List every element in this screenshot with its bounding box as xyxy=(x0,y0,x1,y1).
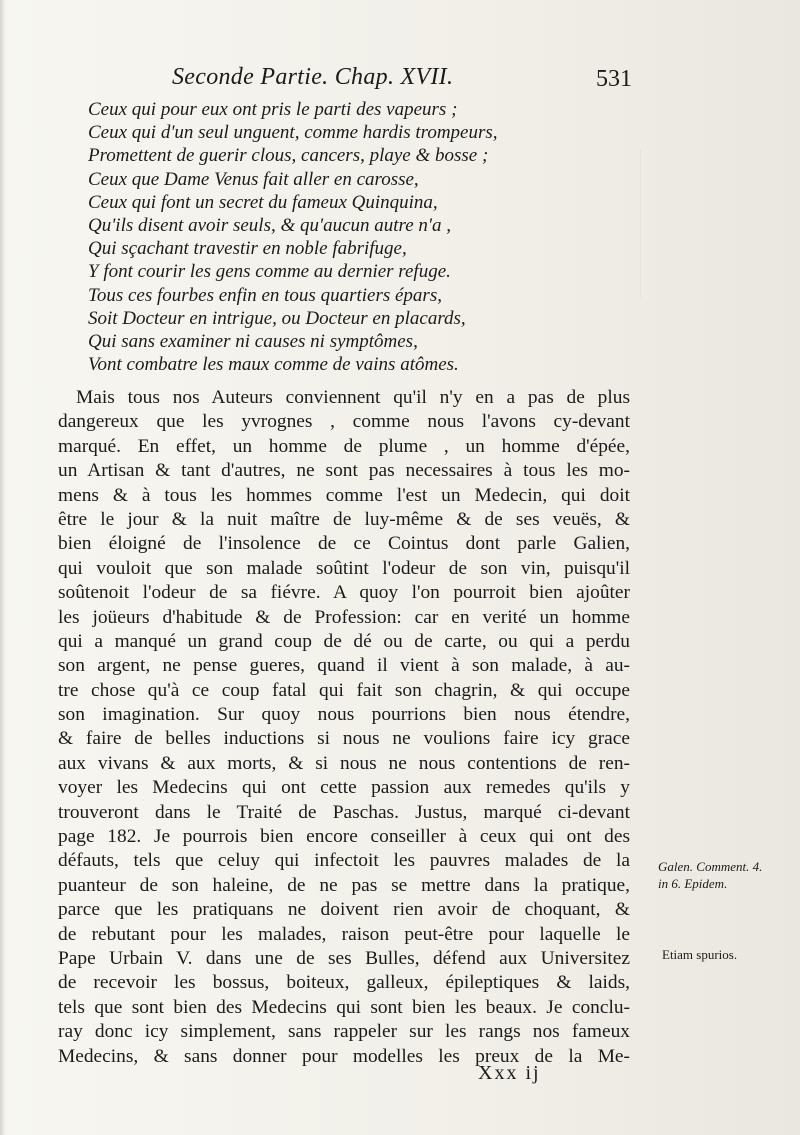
prose-line: tels que sont bien des Medecins qui sont bien les beaux. Je conclu- xyxy=(58,996,630,1018)
prose-line: Pape Urbain V. dans une de ses Bulles, défend aux Universitez xyxy=(58,947,630,969)
prose-line: & faire de belles inductions si nous ne voulions faire icy grace xyxy=(58,728,630,750)
prose-line: mens & à tous les hommes comme l'est un Medecin, qui doit xyxy=(58,484,630,506)
prose-line: défauts, tels que celuy qui infectoit les pauvres malades de la xyxy=(58,850,630,872)
prose-line: être le jour & la nuit maître de luy-même & de ses veuës, & xyxy=(58,508,630,530)
prose-line: parce que les pratiquans ne doivent rien avoir de choquant, & xyxy=(58,899,630,921)
verse-line: Qu'ils disent avoir seuls, & qu'aucun autre n'a , xyxy=(88,214,451,236)
verse-line: Ceux qui pour eux ont pris le parti des vapeurs ; xyxy=(88,99,458,120)
prose-line: Medecins, & sans donner pour modelles les preux de la Me- xyxy=(58,1045,630,1067)
margin-note-line: in 6. Epidem. xyxy=(658,876,728,891)
verse-line: Y font courir les gens comme au dernier refuge. xyxy=(88,261,451,283)
page-number: 531 xyxy=(596,66,632,92)
prose-line: un Artisan & tant d'autres, ne sont pas necessaires à tous les mo- xyxy=(58,460,630,482)
prose-line: les joüeurs d'habitude & de Profession: car en verité un homme xyxy=(58,606,630,628)
prose-line: de recevoir les bossus, boiteux, galleux, épileptiques & laids, xyxy=(58,972,630,994)
prose-line: bien éloigné de l'insolence de ce Cointus dont parle Galien, xyxy=(58,533,630,555)
prose-line: qui a manqué un grand coup de dé ou de carte, ou qui a perdu xyxy=(58,630,630,652)
prose-line: son argent, ne pense gueres, quand il vient à son malade, à au- xyxy=(58,655,630,677)
verse-line: Vont combatre les maux comme de vains atômes. xyxy=(88,354,459,376)
prose-line: puanteur de son haleine, de ne pas se mettre dans la pratique, xyxy=(58,874,630,896)
prose-line: soûtenoit l'odeur de sa fiévre. A quoy l'on pourroit bien ajoûter xyxy=(58,582,630,604)
verse-line: Promettent de guerir clous, cancers, playe & bosse ; xyxy=(88,145,489,167)
prose-line: dangereux que les yvrognes , comme nous l'avons cy-devant xyxy=(58,411,630,433)
margin-note-galen xyxy=(658,858,762,892)
prose-line: aux vivans & aux morts, & si nous ne nous contentions de ren- xyxy=(58,752,630,774)
margin-note-line: Galen. Comment. 4. xyxy=(658,859,763,874)
signature-mark: Xxx ij xyxy=(478,1062,541,1084)
prose-line: tre chose qu'à ce coup fatal qui fait son chagrin, & qui occupe xyxy=(58,679,630,701)
prose-line: marqué. En effet, un homme de plume , un homme d'épée, xyxy=(58,435,630,457)
prose-line: trouveront dans le Traité de Paschas. Justus, marqué ci-devant xyxy=(58,801,630,823)
verse-line: Ceux qui font un secret du fameux Quinquina, xyxy=(88,191,438,213)
verse-line: Soit Docteur en intrigue, ou Docteur en placards, xyxy=(88,307,466,329)
page-spine-shadow xyxy=(0,0,6,1135)
verse-line: Qui sçachant travestir en noble fabrifuge, xyxy=(88,238,407,260)
prose-line: Mais tous nos Auteurs conviennent qu'il n'y en a pas de plus xyxy=(76,387,630,408)
prose-line: qui vouloit que son malade soûtint l'odeur de son vin, puisqu'il xyxy=(58,557,630,579)
prose-line: son imagination. Sur quoy nous pourrions bien nous étendre, xyxy=(58,704,630,726)
verse-line: Qui sans examiner ni causes ni symptômes, xyxy=(88,330,418,352)
verse-block xyxy=(88,98,608,376)
prose-line: page 182. Je pourrois bien encore conseiller à ceux qui ont des xyxy=(58,826,630,848)
running-title: Seconde Partie. Chap. XVII. xyxy=(172,64,454,90)
verse-line: Ceux qui d'un seul unguent, comme hardis trompeurs, xyxy=(88,122,498,144)
margin-note-etiam: Etiam spurios. xyxy=(662,947,738,962)
page-header xyxy=(172,64,632,94)
bleed-through-shadow xyxy=(640,150,761,300)
prose-paragraph xyxy=(58,386,630,1069)
prose-line: ray donc icy simplement, sans rappeler sur les rangs nos fameux xyxy=(58,1021,630,1043)
prose-line: de rebutant pour les malades, raison peut-être pour laquelle le xyxy=(58,923,630,945)
verse-line: Ceux que Dame Venus fait aller en carosse, xyxy=(88,168,419,190)
prose-line: voyer les Medecins qui ont cette passion aux remedes qu'ils y xyxy=(58,777,630,799)
verse-line: Tous ces fourbes enfin en tous quartiers épars, xyxy=(88,284,442,306)
